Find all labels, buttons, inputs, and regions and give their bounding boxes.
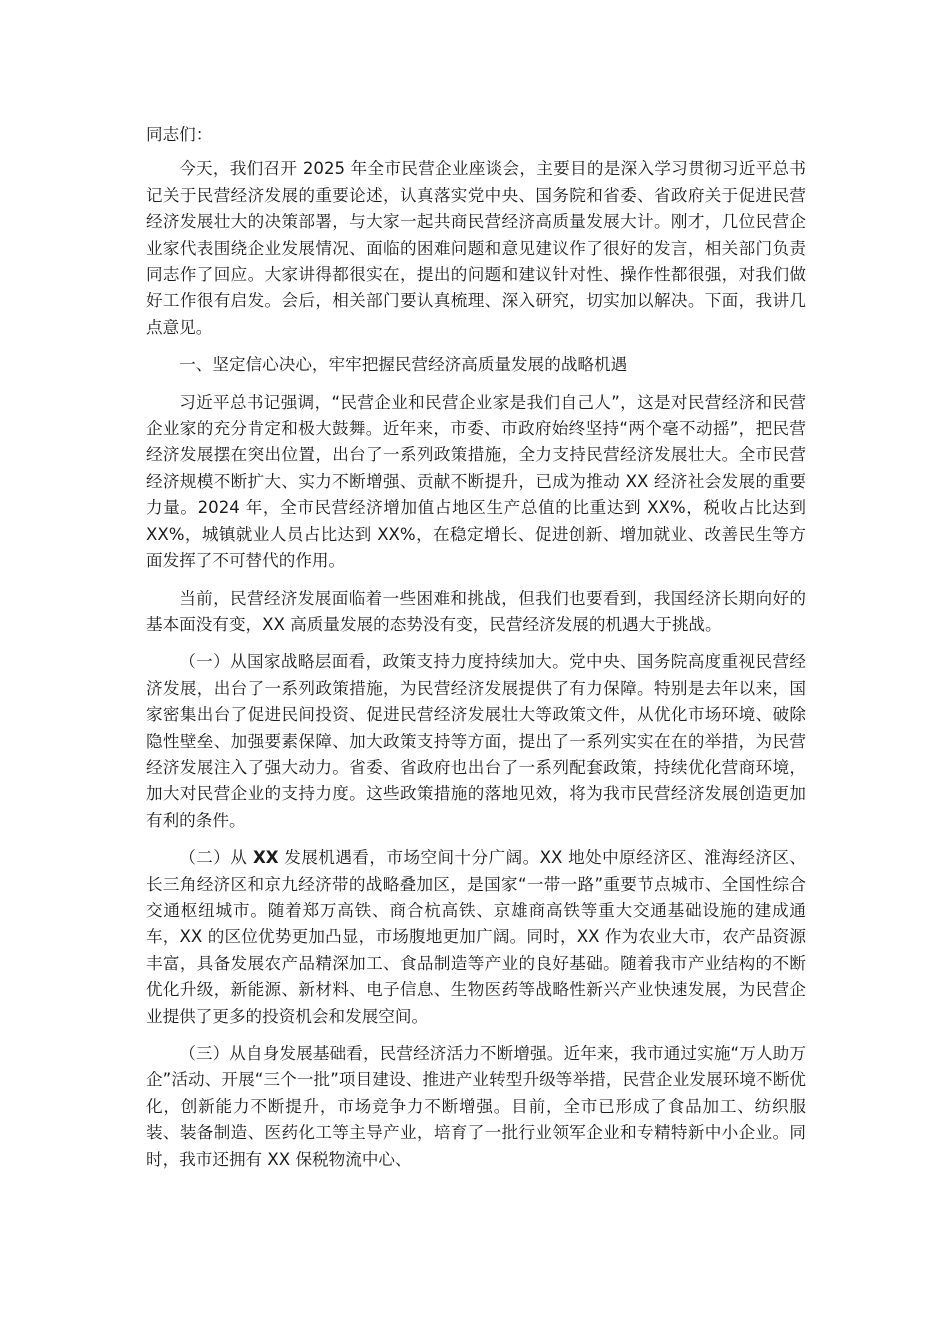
intro-paragraph: 今天，我们召开 2025 年全市民营企业座谈会，主要目的是深入学习贯彻习近平总书记关于民营经济发展的重要论述，认真落实党中央、国务院和省委、省政府关于促进民营经济发展壮大的决策部署，与大家一起共商民营经济高质量发展大计。刚才，几位民营企业家代表围绕企业发展情况、面临的困难问题和意见建议作了很好的发言，相关部门负责同志作了回应。大家讲得都很实在，提出的问题和建议针对性、操作性都很强，对我们做好工作很有启发。会后，相关部门要认真梳理、深入研究，切实加以解决。下面，我讲几点意见。	[146, 159, 806, 337]
paragraph-4-rest: 发展机遇看，市场空间十分广阔。XX 地处中原经济区、淮海经济区、长三角经济区和京九经济带的战略叠加区，是国家“一带一路”重要节点城市、全国性综合交通枢纽城市。随着郑万高铁、商合杭高铁、京雄商高铁等重大交通基础设施的建成通车，XX 的区位优势更加凸显，市场腹地更加广阔。同时，XX 作为农业大市，农产品资源丰富，具备发展农产品精深加工、食品制造等产业的良好基础。随着我市产业结构的不断优化升级，新能源、新材料、电子信息、生物医药等战略性新兴产业快速发展，为民营企业提供了更多的投资机会和发展空间。	[146, 848, 806, 1026]
paragraph-4-prefix: （二）从	[179, 848, 253, 868]
paragraph-2: 当前，民营经济发展面临着一些困难和挑战，但我们也要看到，我国经济长期向好的基本面没有变，XX 高质量发展的态势没有变，民营经济发展的机遇大于挑战。	[146, 588, 806, 634]
paragraph-1: 习近平总书记强调，“民营企业和民营企业家是我们自己人”，这是对民营经济和民营企业家的充分肯定和极大鼓舞。近年来，市委、市政府始终坚持“两个毫不动摇”，把民营经济发展摆在突出位置，出台了一系列政策措施，全力支持民营经济发展壮大。全市民营经济规模不断扩大、实力不断增强、贡献不断提升，已成为推动 XX 经济社会发展的重要力量。2024 年，全市民营经济增加值占地区生产总值的比重达到 XX%，税收占比达到 XX%，城镇就业人员占比达到 XX%，在稳定增长、促进创新、增加就业、改善民生等方面发挥了不可替代的作用。	[146, 392, 806, 571]
paragraph-5: （三）从自身发展基础看，民营经济活力不断增强。近年来，我市通过实施“万人助万企”活动、开展“三个一批”项目建设、推进产业转型升级等举措，民营企业发展环境不断优化，创新能力不断提升，市场竞争力不断增强。目前，全市已形成了食品加工、纺织服装、装备制造、医药化工等主导产业，培育了一批行业领军企业和专精特新中小企业。同时，我市还拥有 XX 保税物流中心、	[146, 1044, 806, 1169]
paragraph-4-bold: XX	[253, 848, 279, 868]
salutation: 同志们：	[146, 125, 213, 144]
section-heading-1: 一、坚定信心决心，牢牢把握民营经济高质量发展的战略机遇	[179, 355, 628, 375]
paragraph-3: （一）从国家战略层面看，政策支持力度持续加大。党中央、国务院高度重视民营经济发展，出台了一系列政策措施，为民营经济发展提供了有力保障。特别是去年以来，国家密集出台了促进民间投资、促进民营经济发展壮大等政策文件，从优化市场环境、破除隐性壁垒、加强要素保障、加大政策支持等方面，提出了一系列实实在在的举措，为民营经济发展注入了强大动力。省委、省政府也出台了一系列配套政策，持续优化营商环境，加大对民营企业的支持力度。这些政策措施的落地见效，将为我市民营经济发展创造更加有利的条件。	[146, 652, 806, 830]
paragraph-4	[146, 845, 806, 1030]
document-body	[146, 122, 806, 1184]
